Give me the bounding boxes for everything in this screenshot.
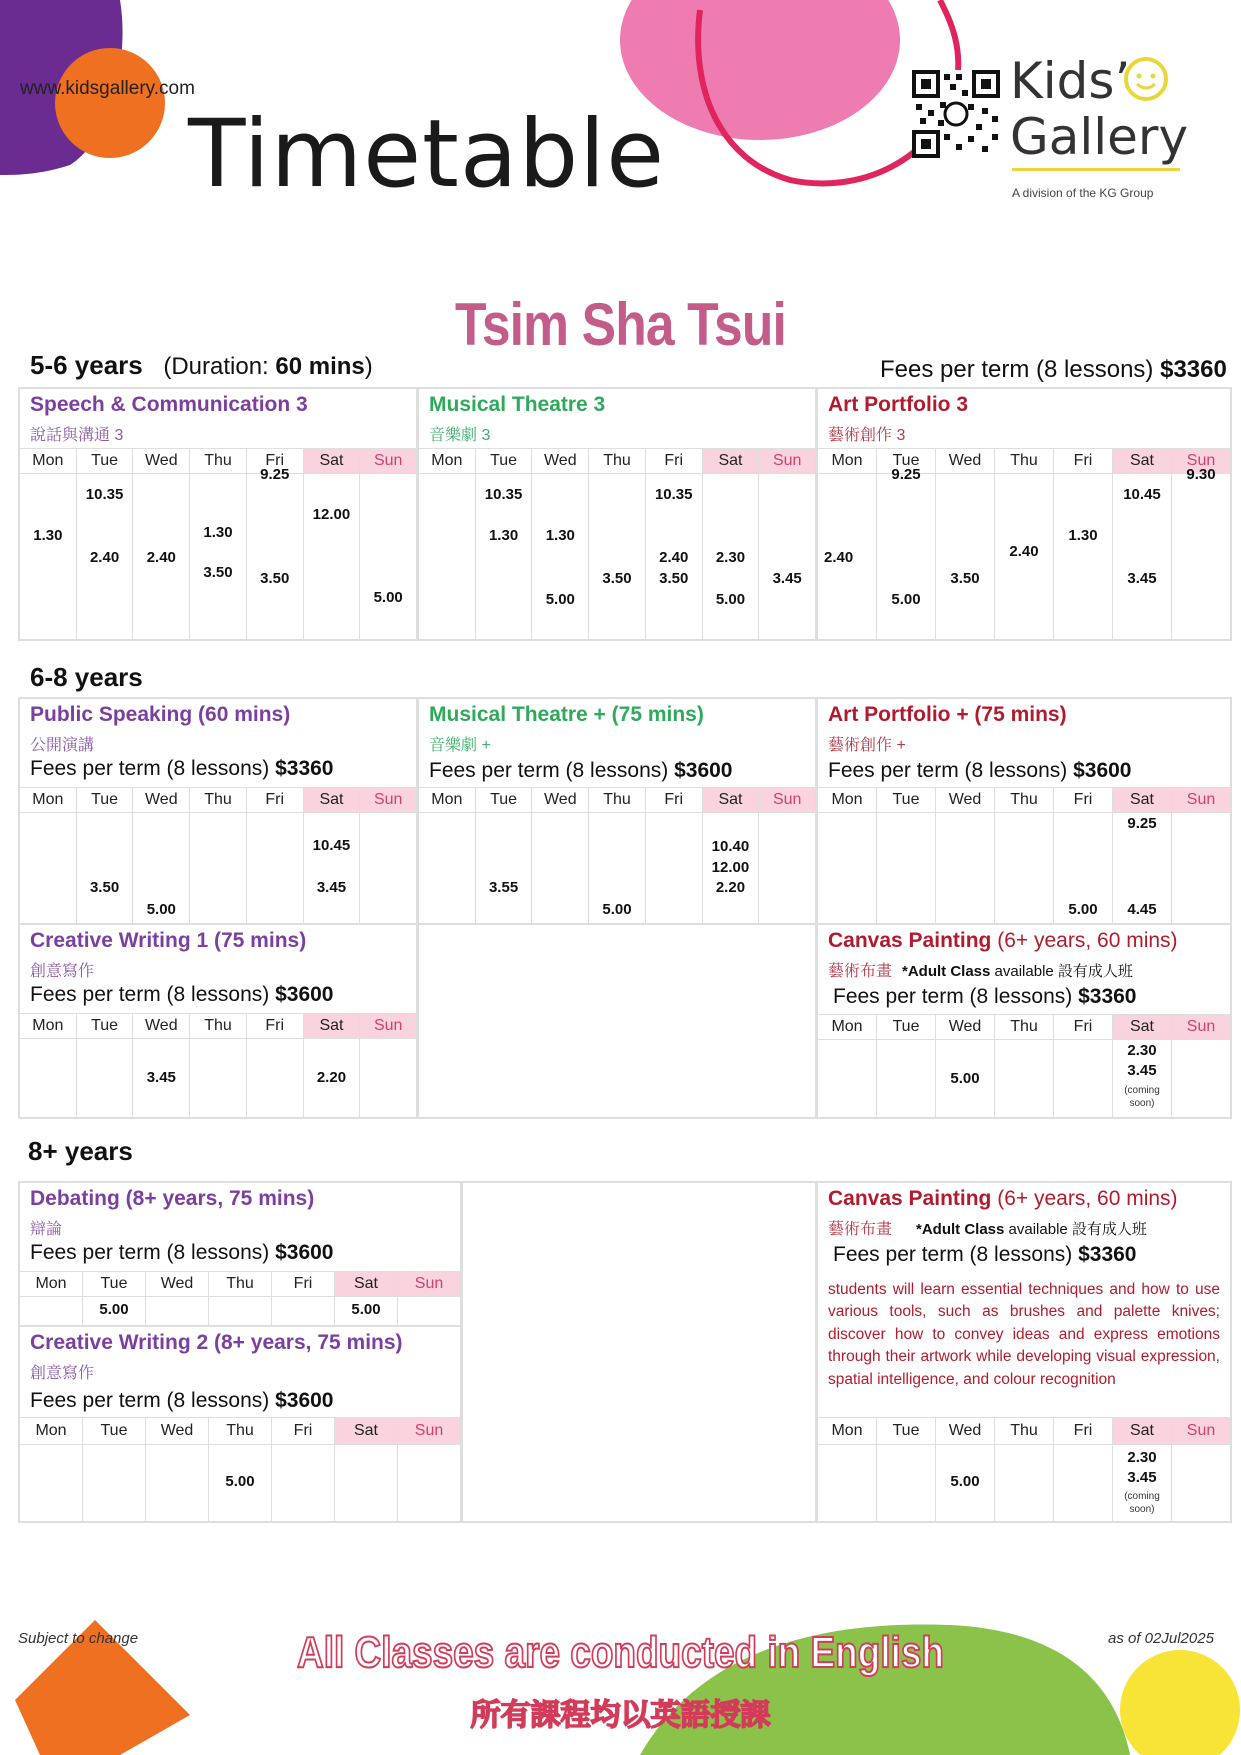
time-slot: 2.40 [824,549,854,566]
empty-block [461,1181,817,1523]
day-tue: Tue [476,788,533,812]
day-fri: Fri [646,449,703,473]
time-slot: 3.50 [89,879,120,896]
day-header-row [818,787,1230,813]
day-mon: Mon [20,1418,83,1444]
day-mon: Mon [419,788,476,812]
cell-mon [818,474,877,639]
course-public-speaking [18,697,418,925]
cell-wed [936,813,995,925]
course-creative-writing-1 [18,923,418,1119]
course-canvas-painting [816,1181,1232,1523]
course-title: Art Portfolio + (75 mins) [828,703,1067,726]
cell-wed [146,1297,209,1327]
cell-thu [589,474,646,639]
cell-sun [360,813,416,925]
course-speech-communication-3 [18,387,418,641]
time-slot: 10.45 [312,837,351,854]
course-subtitle: 創意寫作 [30,963,95,980]
cell-wed [133,474,190,639]
cell-tue [877,1445,936,1523]
cell-thu [995,1445,1054,1523]
cell-sat [1113,474,1172,639]
day-sat: Sat [1113,449,1172,473]
cell-wed [936,1040,995,1119]
day-sun: Sun [1172,1418,1230,1444]
course-title: Public Speaking (60 mins) [30,703,291,726]
cell-sat [1113,1040,1172,1119]
cell-sun [398,1297,460,1327]
qr-code-icon [912,70,1000,158]
day-fri: Fri [272,1418,335,1444]
cell-mon [419,813,476,925]
cell-tue [476,813,533,925]
day-sun: Sun [759,788,815,812]
day-wed: Wed [133,449,190,473]
day-header-row [20,1013,416,1039]
cell-wed [532,474,589,639]
cell-mon [20,1039,77,1119]
day-header-row [419,787,815,813]
day-mon: Mon [818,449,877,473]
time-slot: 3.50 [260,570,290,587]
course-fee: Fees per term (8 lessons) $3360 [833,985,1137,1008]
cell-fri [1054,1040,1113,1119]
cell-sun [1172,1040,1230,1119]
cell-fri [272,1445,335,1523]
day-tue: Tue [877,788,936,812]
day-tue: Tue [877,1015,936,1039]
cell-sat [1113,813,1172,925]
day-wed: Wed [146,1272,209,1296]
time-slot: 1.30 [33,527,63,544]
course-subtitle: 音樂劇 + [429,737,491,754]
cell-tue [476,474,533,639]
course-subtitle: 藝術布畫 *Adult Class available 設有成人班 [828,963,1133,980]
age-group-heading [30,662,143,693]
cell-fri [1054,813,1113,925]
time-slot: 5.00 [351,1301,381,1318]
time-slot: 12.00 [312,506,351,523]
day-thu: Thu [995,1015,1054,1039]
time-slot: 3.45 [1127,1469,1157,1486]
cell-thu [209,1297,272,1327]
day-sun: Sun [398,1272,460,1296]
cell-mon [20,474,77,639]
day-mon: Mon [419,449,476,473]
time-slot: 2.40 [659,549,689,566]
course-subtitle: 創意寫作 [30,1365,95,1382]
time-slot: 5.00 [545,591,575,608]
course-title: Canvas Painting (6+ years, 60 mins) [828,1187,1178,1210]
day-wed: Wed [133,1014,190,1038]
cell-mon [419,474,476,639]
age-label: 5-6 years [30,350,143,380]
time-slot: 5.00 [373,589,403,606]
cell-wed [532,813,589,925]
day-thu: Thu [190,1014,247,1038]
cell-wed [133,813,190,925]
day-fri: Fri [247,788,304,812]
time-slot: 10.35 [654,486,693,503]
time-cells [818,813,1230,925]
day-sun: Sun [360,1014,416,1038]
time-slot: 3.50 [203,564,233,581]
course-subtitle: 辯論 [30,1221,63,1238]
day-wed: Wed [532,788,589,812]
cell-tue [83,1297,146,1327]
day-mon: Mon [818,1015,877,1039]
time-slot: 2.20 [316,1069,347,1086]
time-cells [20,1297,460,1327]
day-wed: Wed [936,1418,995,1444]
cell-fri [1054,474,1113,639]
day-thu: Thu [190,788,247,812]
age-label: 6-8 years [30,662,143,692]
time-slot: 9.25 [1127,815,1157,832]
smiley-logo-icon [1118,52,1174,102]
time-cells [818,466,1230,639]
cell-sun [1172,813,1230,925]
time-slot: 2.40 [146,549,176,566]
cell-sun [398,1445,460,1523]
course-subtitle: 藝術布畫 *Adult Class available 設有成人班 [828,1221,1147,1238]
time-slot: 10.45 [1123,486,1161,503]
time-slot: 9.25 [891,466,921,483]
day-fri: Fri [1054,449,1113,473]
course-title: Creative Writing 2 (8+ years, 75 mins) [30,1331,403,1354]
time-cells [20,466,416,639]
day-sat: Sat [335,1272,398,1296]
cell-thu [190,474,247,639]
cell-tue [83,1445,146,1523]
adult-class-note: *Adult Class available 設有成人班 [916,1221,1147,1238]
day-mon: Mon [20,1272,83,1296]
age-label: 8+ years [28,1136,133,1166]
time-slot: 10.35 [85,486,124,503]
cell-sun [1172,1445,1230,1523]
cell-wed [936,474,995,639]
course-subtitle: 公開演講 [30,737,95,754]
location-title: Tsim Sha Tsui [455,291,786,358]
day-thu: Thu [209,1272,272,1296]
day-fri: Fri [272,1272,335,1296]
course-title: Musical Theatre 3 [429,393,606,416]
cell-sat [703,474,760,639]
day-mon: Mon [818,1418,877,1444]
day-header-row [20,787,416,813]
day-mon: Mon [20,449,77,473]
time-slot: 5.00 [950,1070,980,1087]
cell-thu [995,474,1054,639]
cell-sun [759,474,815,639]
course-title: Speech & Communication 3 [30,393,308,416]
cell-thu [589,813,646,925]
chinese-instruction-banner: 所有課程均以英語授課 [470,1699,771,1732]
time-slot: 3.50 [950,570,980,587]
day-wed: Wed [936,788,995,812]
cell-sun [759,813,815,925]
day-tue: Tue [83,1272,146,1296]
day-tue: Tue [877,449,936,473]
course-musical-theatre-plus [417,697,817,925]
day-thu: Thu [995,788,1054,812]
day-sat: Sat [1113,1418,1172,1444]
day-sat: Sat [1113,1015,1172,1039]
day-sat: Sat [304,788,361,812]
time-slot: 2.30 [1127,1449,1157,1466]
day-sun: Sun [1172,449,1230,473]
cell-fri [272,1297,335,1327]
brand-tagline: A division of the KG Group [1012,186,1154,200]
duration-text: (Duration: 60 mins) [163,353,373,380]
day-header-row [419,448,815,474]
course-debating [18,1181,462,1327]
english-instruction-banner: All Classes are conducted in English [297,1628,944,1677]
cell-tue [77,813,134,925]
time-cells [818,1040,1230,1119]
day-sun: Sun [360,788,416,812]
course-title: Canvas Painting (6+ years, 60 mins) [828,929,1178,952]
day-header-row [818,1014,1230,1040]
time-slot: 12.00 [711,859,750,876]
cell-wed [146,1445,209,1523]
coming-soon-note: (coming soon) [1124,1085,1160,1109]
course-subtitle: 說話與溝通 3 [30,427,124,444]
time-slot: 5.00 [950,1473,980,1490]
time-slot: 5.00 [146,901,176,918]
course-subtitle: 音樂劇 3 [429,427,491,444]
cell-tue [77,474,134,639]
day-thu: Thu [995,1418,1054,1444]
cell-sun [1172,466,1230,639]
cell-sat [304,813,361,925]
day-fri: Fri [1054,1015,1113,1039]
day-mon: Mon [20,1014,77,1038]
time-slot: 2.40 [89,549,120,566]
time-slot: 9.30 [1186,466,1216,483]
cell-wed [936,1445,995,1523]
course-fee: Fees per term (8 lessons) $3600 [30,1389,334,1412]
day-tue: Tue [77,788,134,812]
day-thu: Thu [995,449,1054,473]
day-thu: Thu [190,449,247,473]
time-slot: 4.45 [1127,901,1157,918]
course-fee: Fees per term (8 lessons) $3600 [30,1241,334,1264]
page-title: Timetable [188,100,666,209]
section-fee: Fees per term (8 lessons) $3360 [880,356,1227,383]
brand-name-line2: Gallery [1010,108,1189,166]
age-group-heading [30,350,373,381]
cell-sat [335,1297,398,1327]
time-cells [20,1039,416,1119]
cell-tue [877,466,936,639]
course-fee: Fees per term (8 lessons) $3600 [30,983,334,1006]
cell-sat [1113,1445,1172,1523]
cell-fri [1054,1445,1113,1523]
cell-mon [20,1445,83,1523]
time-slot: 5.00 [891,591,921,608]
day-mon: Mon [818,788,877,812]
day-header-row [20,448,416,474]
cell-thu [209,1445,272,1523]
time-slot: 10.35 [484,486,523,503]
day-sun: Sun [1172,788,1230,812]
whatsapp-icon [945,103,967,125]
day-sat: Sat [1113,788,1172,812]
day-header-row [818,1417,1230,1445]
day-fri: Fri [247,1014,304,1038]
time-slot: 5.00 [225,1473,255,1490]
coming-soon-note: (coming soon) [1124,1491,1160,1515]
cell-wed [133,1039,190,1119]
cell-sat [304,1039,361,1119]
course-musical-theatre-3 [417,387,817,641]
day-wed: Wed [133,788,190,812]
course-title: Art Portfolio 3 [828,393,968,416]
cell-fri [247,813,304,925]
time-cells [419,813,815,925]
course-creative-writing-2 [18,1325,462,1523]
day-tue: Tue [77,1014,134,1038]
time-slot: 5.00 [715,591,746,608]
day-tue: Tue [77,449,134,473]
day-mon: Mon [20,788,77,812]
cell-sun [360,474,416,639]
course-fee: Fees per term (8 lessons) $3360 [833,1243,1137,1266]
course-description: students will learn essential techniques and how to use various tools, such as brushes and palette knives; discover how to convey ideas and express emotions through their artwork while developing visual expression, spatial intelligence, and colour recognition [828,1281,1220,1388]
time-slot: 3.45 [1127,570,1157,587]
site-url[interactable]: www.kidsgallery.com [20,78,195,99]
subject-to-change-note: Subject to change [18,1630,139,1647]
cell-tue [77,1039,134,1119]
day-thu: Thu [589,449,646,473]
cell-mon [818,1040,877,1119]
day-sat: Sat [703,449,760,473]
time-cells [818,1445,1230,1523]
time-slot: 5.00 [602,901,632,918]
time-slot: 3.45 [772,570,802,587]
day-wed: Wed [146,1418,209,1444]
day-sun: Sun [1172,1015,1230,1039]
time-slot: 2.30 [715,549,746,566]
cell-thu [190,1039,247,1119]
time-slot: 3.50 [602,570,632,587]
time-slot: 2.30 [1127,1042,1157,1059]
empty-block [417,923,817,1119]
brand-name-line1: Kids’ [1010,52,1131,110]
day-sun: Sun [398,1418,460,1444]
time-slot: 5.00 [99,1301,129,1318]
course-subtitle: 藝術創作 3 [828,427,906,444]
time-cells [419,474,815,639]
course-title: Creative Writing 1 (75 mins) [30,929,307,952]
cell-sat [335,1445,398,1523]
time-slot: 10.40 [711,838,750,855]
course-fee: Fees per term (8 lessons) $3360 [30,757,334,780]
course-fee: Fees per term (8 lessons) $3600 [429,759,733,782]
cell-sun [360,1039,416,1119]
time-slot: 1.30 [545,527,575,544]
day-sat: Sat [304,1014,361,1038]
cell-thu [995,813,1054,925]
day-tue: Tue [83,1418,146,1444]
cell-mon [818,813,877,925]
course-art-portfolio-plus [816,697,1232,925]
day-sat: Sat [304,449,361,473]
time-slot: 2.20 [715,879,746,896]
day-tue: Tue [877,1418,936,1444]
cell-sat [304,474,361,639]
day-sun: Sun [759,449,815,473]
day-thu: Thu [589,788,646,812]
time-slot: 1.30 [1068,527,1098,544]
time-slot: 9.25 [260,466,290,483]
cell-thu [190,813,247,925]
course-subtitle: 藝術創作 + [828,737,906,754]
day-wed: Wed [532,449,589,473]
day-sat: Sat [703,788,760,812]
cell-thu [995,1040,1054,1119]
decor-orange-circle [55,48,165,158]
as-of-date: as of 02Jul2025 [1108,1630,1214,1647]
cell-fri [247,1039,304,1119]
time-slot: 3.45 [1127,1062,1157,1079]
adult-class-note: *Adult Class available 設有成人班 [902,963,1133,980]
time-cells [20,1445,460,1523]
cell-mon [818,1445,877,1523]
time-slot: 2.40 [1009,543,1039,560]
day-fri: Fri [247,449,304,473]
day-header-row [20,1271,460,1297]
age-group-heading [28,1136,133,1167]
day-fri: Fri [1054,788,1113,812]
time-slot: 1.30 [488,527,519,544]
cell-tue [877,1040,936,1119]
time-slot: 1.30 [203,524,233,541]
day-header-row [20,1417,460,1445]
time-slot: 3.55 [488,879,519,896]
time-slot: 3.50 [659,570,689,587]
time-slot: 3.45 [316,879,347,896]
time-slot: 5.00 [1068,901,1098,918]
day-fri: Fri [1054,1418,1113,1444]
cell-sat [703,813,760,925]
course-title: Debating (8+ years, 75 mins) [30,1187,315,1210]
day-wed: Wed [936,1015,995,1039]
day-wed: Wed [936,449,995,473]
course-canvas-painting [816,923,1232,1119]
cell-fri [646,813,703,925]
cell-fri [247,466,304,639]
day-sun: Sun [360,449,416,473]
day-tue: Tue [476,449,533,473]
cell-mon [20,1297,83,1327]
cell-fri [646,474,703,639]
time-cells [20,813,416,925]
day-thu: Thu [209,1418,272,1444]
time-slot: 3.45 [146,1069,176,1086]
cell-mon [20,813,77,925]
course-art-portfolio-3 [816,387,1232,641]
day-fri: Fri [646,788,703,812]
day-sat: Sat [335,1418,398,1444]
course-fee: Fees per term (8 lessons) $3600 [828,759,1132,782]
brand-divider [1012,168,1180,171]
course-title: Musical Theatre + (75 mins) [429,703,704,726]
cell-tue [877,813,936,925]
